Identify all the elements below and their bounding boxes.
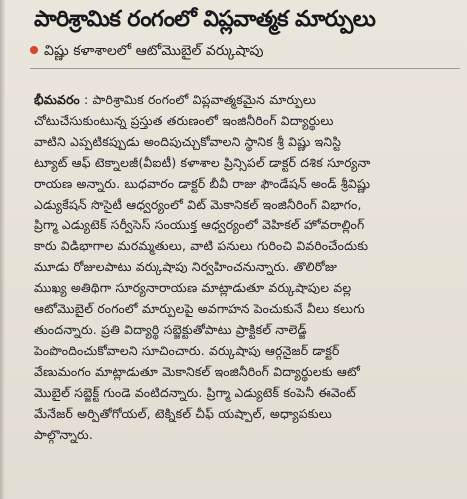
article-line: మొబైల్ సబ్జెక్ట్ గుండె వంటిదన్నారు. ప్రిగ్మా ఎడ్యుటెక్ కంపెనీ ఈవెంట్ (34, 384, 356, 400)
article-line: మూడు రోజులపాటు వర్కుషాపు నిర్వహించనున్నారు. తొలిరోజు (34, 259, 338, 275)
article-line: తుందన్నారు. ప్రతి విద్యార్థి సబ్జెక్టుతోపాటు ప్రాక్టికల్ నాలెడ్జ్ (34, 321, 307, 337)
article-line: ప్రిగ్మా ఎడ్యుటెక్ సర్వీసెస్ సంయుక్త ఆధ్వర్యంలో వెహికల్ హోవరాల్లింగ్ (34, 217, 365, 233)
article-line: వాటిని ఎప్పటికప్పుడు అందిపుచ్చుకోవాలని స్థానిక శ్రీ విష్ణు ఇనిస్టి (34, 133, 342, 149)
article-line (34, 90, 464, 111)
article-line: రాయణ అన్నారు. బుధవారం డాక్టర్ బీవీ రాజు ఫౌండేషన్ అండ్ శ్రీవిష్ణు (34, 175, 371, 191)
article-line: చోటుచేసుకుంటున్న ప్రస్తుత తరుణంలో ఇంజినీరింగ్ విద్యార్థులు (34, 112, 334, 128)
article-line: ఎడ్యుకేషన్ సొసైటీ ఆధ్వర్యంలో విట్ మెకానికల్ ఇంజినీరింగ్ విభాగం, (34, 196, 362, 212)
article-line-text: : పారిశ్రామిక రంగంలో విప్లవాత్మకమైన మార్పులు (84, 92, 317, 107)
bullet-dot-icon (30, 46, 38, 54)
article-dateline: భీమవరం (34, 92, 80, 107)
article-line: కారు విడిభాగాల మరమ్మతులు, వాటి పనులు గురించి వివరించేందుకు (34, 238, 369, 254)
article-line: ట్యూట్ ఆఫ్ టెక్నాలజీ(వీఐటీ) కళాశాల ప్రిన్సిపల్ డాక్టర్ దశిక సూర్యనా (34, 154, 371, 170)
article-subheadline: విష్ణు కళాశాలలో ఆటోమొబైల్ వర్కుషాపు (44, 43, 264, 59)
article-line: మేనేజర్ అర్పితోగోయల్, టెక్నికల్ చీఫ్ యష్పాల్, అధ్యాపకులు (34, 405, 332, 421)
divider (30, 68, 460, 69)
article-line: వేణుమంగం మాట్లాడుతూ మెకానికల్ ఇంజినీరింగ్ విద్యార్థులకు ఆటో (34, 363, 361, 379)
article-line: ఆటోమొబైల్ రంగంలో మార్పులపై అవగాహన పెంచుకునే వీలు కలుగు (34, 301, 365, 317)
article-line: ముఖ్య అతిథిగా సూర్యనారాయణ మాట్లాడుతూ వర్కుషాపుల వల్ల (34, 280, 352, 296)
paper-edge (0, 0, 5, 499)
article-line: పాల్గొన్నారు. (34, 426, 94, 442)
article-body (34, 90, 464, 445)
article-subheadline-row (30, 40, 460, 62)
article-line: పెంపొందించుకోవాలని సూచించారు. వర్కుషాపు ఆర్గనైజర్ డాక్టర్ (34, 342, 340, 358)
article-headline: పారిశ్రామిక రంగంలో విప్లవాత్మక మార్పులు (34, 7, 376, 32)
